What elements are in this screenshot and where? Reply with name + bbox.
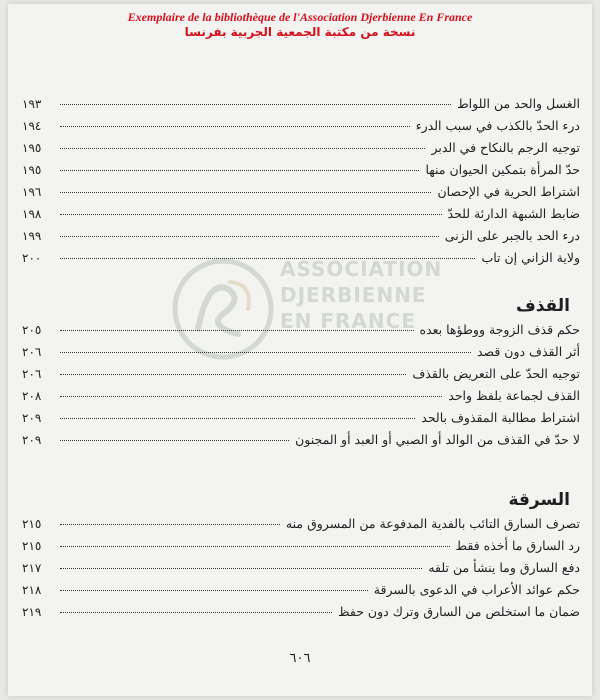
dot-leader — [60, 214, 442, 215]
toc-entry — [20, 604, 580, 626]
watermark-line-1: ASSOCIATION — [280, 257, 443, 281]
toc-entry — [20, 388, 580, 410]
toc-entry — [20, 538, 580, 560]
toc-entry — [20, 162, 580, 184]
dot-leader — [60, 590, 368, 591]
toc-entry-page: ٢١٧ — [22, 561, 42, 575]
toc-entries — [20, 96, 580, 272]
toc-entry — [20, 344, 580, 366]
dot-leader — [60, 612, 332, 613]
toc-entry-title: درء الحدّ بالكذب في سبب الدرء — [415, 118, 580, 133]
section-title: القذف — [515, 296, 570, 316]
toc-entry-page: ١٩٨ — [22, 207, 42, 221]
toc-entry-page: ٢٠٨ — [22, 389, 42, 403]
toc-entry-page: ١٩٥ — [22, 163, 42, 177]
toc-entry-title: حكم قذف الزوجة ووطؤها بعده — [419, 322, 580, 337]
toc-entry-title: اشتراط مطالبة المقذوف بالحد — [421, 410, 580, 425]
toc-entry — [20, 432, 580, 454]
toc-entry — [20, 118, 580, 140]
dot-leader — [60, 148, 425, 149]
toc-entry-page: ٢٠٩ — [22, 433, 42, 447]
toc-entry — [20, 516, 580, 538]
dot-leader — [60, 568, 422, 569]
document-page — [8, 4, 592, 696]
toc-entry — [20, 410, 580, 432]
toc-entry-title: ضمان ما استخلص من السارق وترك دون حفظ — [338, 604, 580, 619]
toc-entry-page: ٢١٩ — [22, 605, 42, 619]
toc-entry-title: القذف لجماعة بلفظ واحد — [448, 388, 580, 403]
toc-entry-page: ١٩٤ — [22, 119, 42, 133]
toc-entry-title: دفع السارق وما ينشأ من تلفه — [428, 560, 580, 575]
dot-leader — [60, 236, 439, 237]
toc-entry-title: اشتراط الحرية في الإحصان — [437, 184, 580, 199]
toc-entry — [20, 560, 580, 582]
toc-entry-title: حدّ المرأة بتمكين الحيوان منها — [425, 162, 580, 177]
toc-entry-page: ٢٠٦ — [22, 345, 42, 359]
toc-entry-title: حكم عوائد الأعراب في الدعوى بالسرقة — [373, 582, 580, 597]
toc-section-qadhf — [20, 296, 580, 454]
toc-entry-title: ولاية الزاني إن تاب — [481, 250, 580, 265]
dot-leader — [60, 330, 414, 331]
dot-leader — [60, 258, 475, 259]
dot-leader — [60, 418, 415, 419]
toc-entry — [20, 184, 580, 206]
dot-leader — [60, 192, 431, 193]
toc-section-1 — [20, 96, 580, 272]
dot-leader — [60, 126, 410, 127]
toc-entries — [20, 516, 580, 626]
toc-entry-page: ١٩٥ — [22, 141, 42, 155]
toc-entry — [20, 228, 580, 250]
section-title: السرقة — [508, 490, 570, 510]
dot-leader — [60, 546, 450, 547]
dot-leader — [60, 396, 442, 397]
header-arabic-line: نسخة من مكتبة الجمعية الجربية بفرنسا — [184, 25, 416, 39]
toc-entry-page: ١٩٦ — [22, 185, 42, 199]
toc-entry-title: رد السارق ما أخذه فقط — [455, 538, 580, 553]
dot-leader — [60, 170, 419, 171]
toc-entry-page: ٢٠٦ — [22, 367, 42, 381]
toc-entry-title: ضابط الشبهة الدارئة للحدّ — [447, 206, 580, 221]
toc-entry-title: لا حدّ في القذف من الوالد أو الصبي أو العبد أو المجنون — [295, 432, 580, 447]
watermark-line-3: EN FRANCE — [280, 309, 416, 333]
toc-entry-page: ٢٠٥ — [22, 323, 42, 337]
toc-entry — [20, 366, 580, 388]
watermark-line-2: DJERBIENNE — [280, 283, 427, 307]
dot-leader — [60, 440, 289, 441]
toc-entry-title: توجيه الحدّ على التعريض بالقذف — [412, 366, 580, 381]
dot-leader — [60, 352, 471, 353]
toc-section-sariqa — [20, 490, 580, 626]
toc-entry — [20, 322, 580, 344]
toc-entry — [20, 582, 580, 604]
toc-entry-page: ٢٠٠ — [22, 251, 42, 265]
toc-entry-title: توجيه الرجم بالنكاح في الدبر — [431, 140, 580, 155]
page-number: ٦٠٦ — [289, 651, 311, 666]
toc-entry-title: الغسل والحد من اللواط — [457, 96, 580, 111]
toc-entry — [20, 140, 580, 162]
header-french-line: Exemplaire de la bibliothèque de l'Association Djerbienne En France — [127, 10, 473, 24]
toc-entry — [20, 96, 580, 118]
dot-leader — [60, 374, 406, 375]
toc-entry — [20, 206, 580, 228]
toc-entry-title: أثر القذف دون قصد — [476, 344, 580, 359]
toc-entry-title: درء الحد بالجبر على الزنى — [444, 228, 580, 243]
toc-entry-page: ٢١٥ — [22, 517, 42, 531]
toc-entry-page: ١٩٩ — [22, 229, 42, 243]
toc-entry-page: ٢١٥ — [22, 539, 42, 553]
toc-entry-page: ١٩٣ — [22, 97, 42, 111]
dot-leader — [60, 104, 451, 105]
toc-entry — [20, 250, 580, 272]
toc-entry-page: ٢١٨ — [22, 583, 42, 597]
library-stamp-header — [8, 10, 592, 40]
toc-entry-title: تصرف السارق التائب بالفدية المدفوعة من المسروق منه — [285, 516, 580, 531]
dot-leader — [60, 524, 280, 525]
toc-entry-page: ٢٠٩ — [22, 411, 42, 425]
toc-entries — [20, 322, 580, 454]
